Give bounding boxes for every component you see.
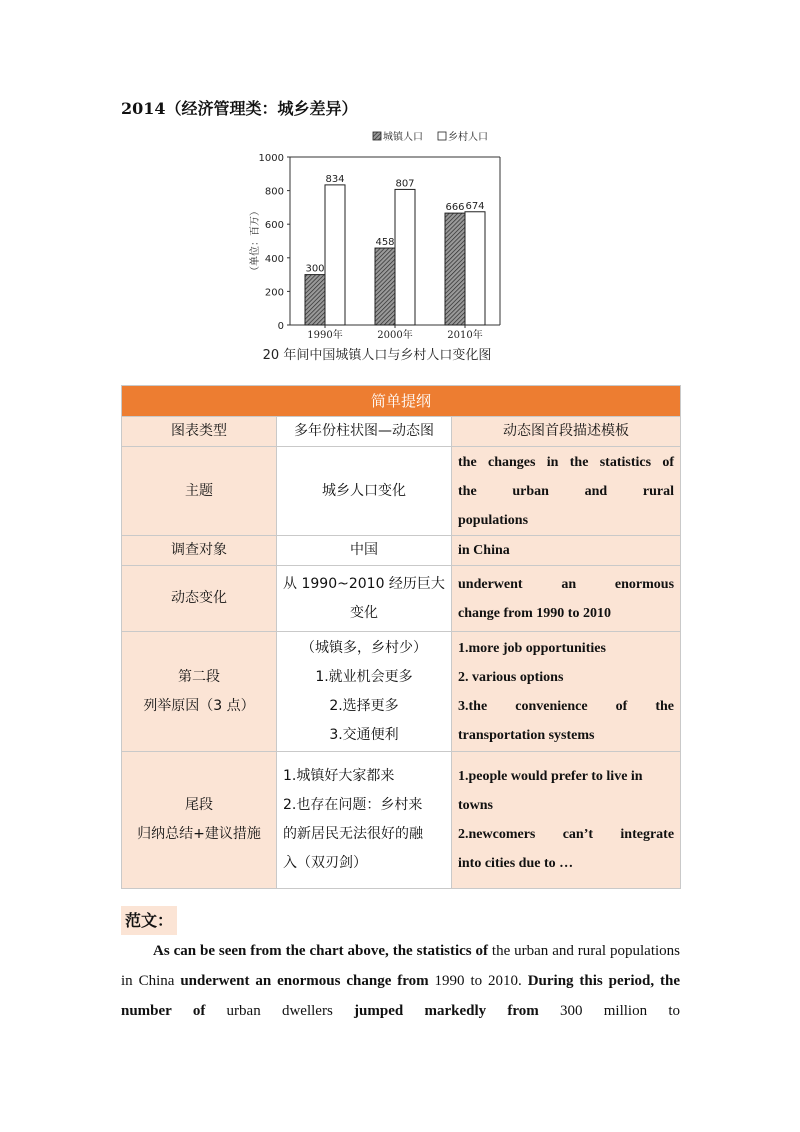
essay-paragraph: As can be seen from the chart above, the statistics of the urban and rural populations in China underwent an enormous change from 1990 to 2010. During this period, the number of urban dwellers jumped markedly from 300 million to <box>121 943 681 1019</box>
legend-label-urban: 城镇人口 <box>383 132 423 143</box>
row-english: 1.more job opportunities 2. various options 3.the convenience of the transportation systems <box>452 632 681 752</box>
bar-value-label: 458 <box>375 237 395 249</box>
bar-value-label: 300 <box>305 263 325 275</box>
y-tick-label: 200 <box>264 287 284 299</box>
bar-rural <box>395 189 415 325</box>
bar-urban <box>375 248 395 325</box>
bar-rural <box>325 185 345 325</box>
y-tick-label: 600 <box>264 220 284 232</box>
population-bar-chart <box>240 125 510 365</box>
table-row <box>122 417 681 447</box>
sample-essay <box>121 936 680 1026</box>
bar-value-label: 674 <box>465 200 485 212</box>
outline-header-row <box>122 386 681 417</box>
row-english: in China <box>452 536 681 566</box>
row-label: 动态变化 <box>122 566 277 632</box>
row-label: 图表类型 <box>122 417 277 447</box>
page-heading: 2014（经济管理类：城乡差异） <box>121 99 358 118</box>
bar-value-label: 807 <box>395 178 415 190</box>
y-tick-label: 400 <box>264 253 284 265</box>
row-label: 尾段 归纳总结+建议措施 <box>122 752 277 889</box>
row-label: 主题 <box>122 447 277 536</box>
row-chinese: 多年份柱状图—动态图 <box>277 417 452 447</box>
y-tick-label: 0 <box>277 321 284 332</box>
table-row <box>122 447 681 536</box>
row-label: 第二段 列举原因（3 点） <box>122 632 277 752</box>
sample-essay-label: 范文： <box>121 906 177 935</box>
y-tick-label: 1000 <box>258 153 284 164</box>
row-english: 1.people would prefer to live in towns 2.newcomers can’t integrate into cities due to … <box>452 752 681 889</box>
row-chinese: 中国 <box>277 536 452 566</box>
chart-title: 20 年间中国城镇人口与乡村人口变化图 <box>262 348 492 363</box>
bar-urban <box>445 213 465 325</box>
x-tick-label: 2010年 <box>447 330 483 341</box>
row-chinese: 从 1990~2010 经历巨大 变化 <box>277 566 452 632</box>
row-chinese: （城镇多，乡村少） 1.就业机会更多 2.选择更多 3.交通便利 <box>277 632 452 752</box>
bar-rural <box>465 212 485 325</box>
legend-swatch-rural <box>438 132 446 140</box>
outline-title: 简单提纲 <box>122 386 681 417</box>
row-chinese: 城乡人口变化 <box>277 447 452 536</box>
bar-value-label: 834 <box>325 173 345 185</box>
bar-value-label: 666 <box>445 202 465 214</box>
table-row <box>122 752 681 889</box>
row-label: 调查对象 <box>122 536 277 566</box>
bar-urban <box>305 275 325 325</box>
row-english: the changes in the statistics of the urban and rural populations <box>452 447 681 536</box>
x-tick-label: 1990年 <box>307 330 343 341</box>
y-axis-label: （单位：百万） <box>250 206 261 276</box>
legend-swatch-urban <box>373 132 381 140</box>
y-tick-label: 800 <box>264 186 284 198</box>
row-english: underwent an enormous change from 1990 to 2010 <box>452 566 681 632</box>
x-tick-label: 2000年 <box>377 330 413 341</box>
outline-table <box>121 385 681 889</box>
row-chinese: 1.城镇好大家都来 2.也存在问题：乡村来 的新居民无法很好的融 入（双刃剑） <box>277 752 452 889</box>
row-english: 动态图首段描述模板 <box>452 417 681 447</box>
table-row <box>122 632 681 752</box>
table-row <box>122 536 681 566</box>
table-row <box>122 566 681 632</box>
legend-label-rural: 乡村人口 <box>448 132 488 143</box>
